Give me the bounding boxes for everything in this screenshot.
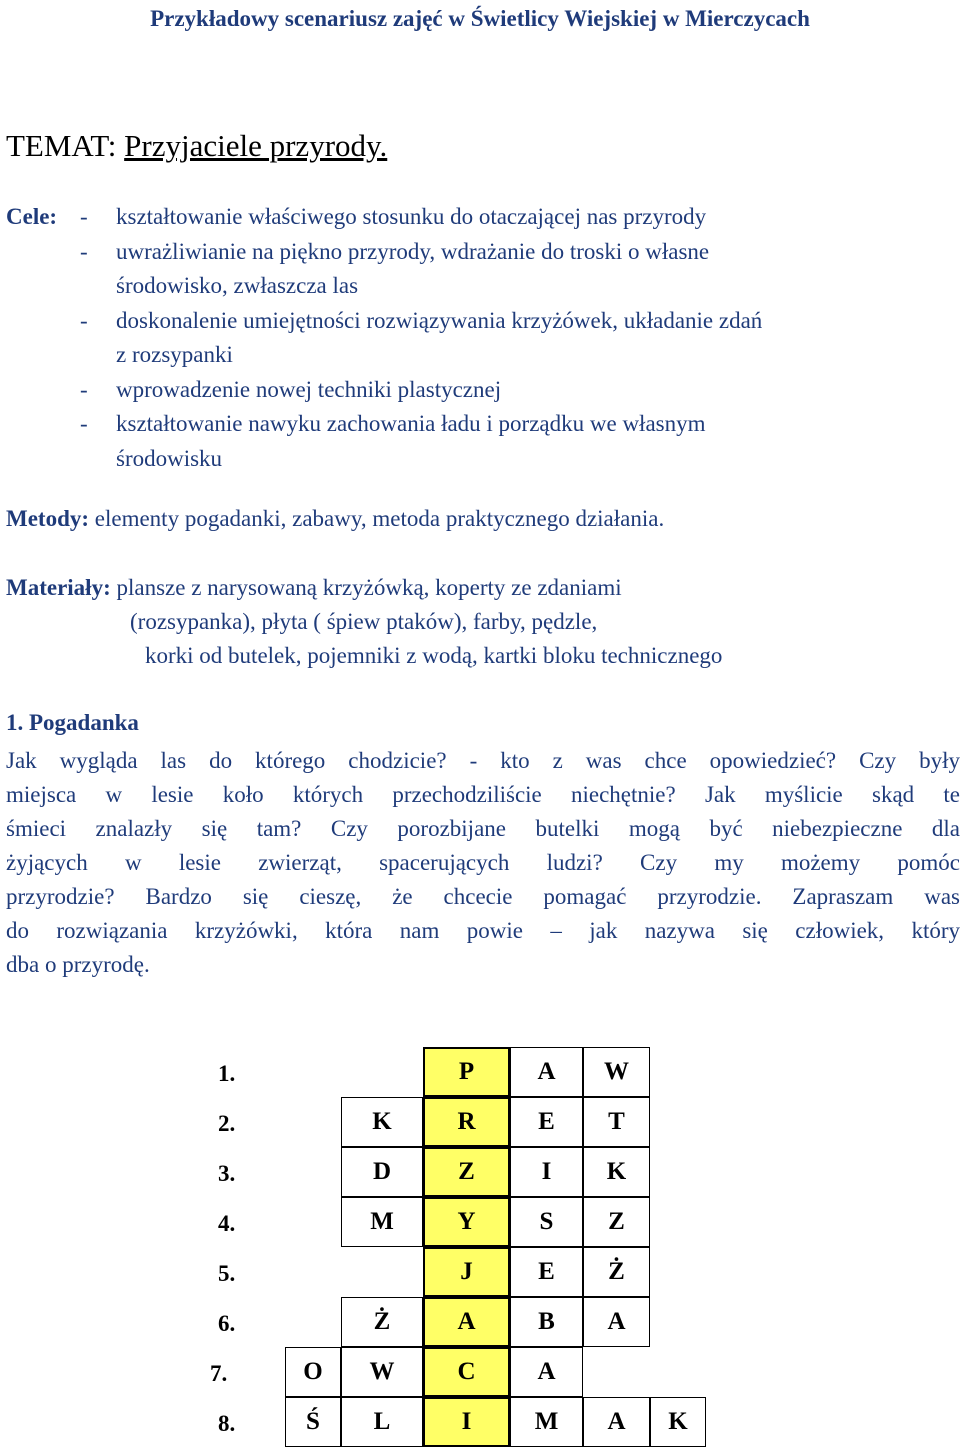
crossword-cell: Ż [583,1247,650,1297]
crossword-row-number: 2. [218,1111,236,1136]
paragraph-line: Jak wygląda las do którego chodzicie? - kto z was chce opowiedzieć? Czy były [6,748,960,773]
crossword-cell: D [341,1147,423,1197]
goal-text: środowisku [116,445,223,471]
crossword-cell: Ż [341,1297,423,1347]
crossword-cell: M [341,1197,423,1247]
crossword-cell: A [583,1397,650,1447]
goal-text: doskonalenie umiejętności rozwiązywania krzyżówek, układanie zdań [116,307,763,333]
section-heading-pogadanka: 1. Pogadanka [6,710,139,735]
methods-text: elementy pogadanki, zabawy, metoda praktycznego działania. [89,506,665,531]
crossword-row-number: 6. [218,1311,236,1336]
crossword-key-cell: R [423,1097,510,1147]
crossword-key-cell: Z [423,1147,510,1197]
temat-line [6,128,387,164]
goal-dash: - [80,376,88,402]
crossword-cell: K [583,1147,650,1197]
paragraph-line: przyrodzie? Bardzo się cieszę, że chcecie pomagać przyrodzie. Zapraszam was [6,884,960,909]
crossword-cell: Z [583,1197,650,1247]
crossword-cell: T [583,1097,650,1147]
goal-text: wprowadzenie nowej techniki plastycznej [116,376,502,402]
goal-text: kształtowanie właściwego stosunku do otaczającej nas przyrody [116,204,707,229]
crossword-row-number: 5. [218,1261,236,1286]
crossword-row-number: 1. [218,1061,236,1086]
crossword-cell: L [341,1397,423,1447]
crossword-cell: B [510,1297,583,1347]
goals-label: Cele: [6,204,58,229]
materials-label: Materiały: [6,575,111,600]
pogadanka-paragraph [6,744,960,982]
materials-text: plansze z narysowaną krzyżówką, koperty ze zdaniami [110,575,622,600]
crossword-cell: K [650,1397,706,1447]
goal-dash: - [80,411,88,436]
goal-dash: - [80,238,88,264]
goal-text: środowisko, zwłaszcza las [116,273,359,298]
crossword-cell: O [285,1347,341,1397]
crossword-row-number: 7. [210,1361,228,1386]
crossword-cell: S [510,1197,583,1247]
goal-dash: - [80,204,88,229]
materials-line [6,575,622,601]
paragraph-line: żyjących w lesie zwierząt, spacerujących ludzi? Czy my możemy pomóc [6,850,960,875]
methods-line [6,506,664,532]
crossword-key-cell: I [423,1397,510,1447]
temat-value: Przyjaciele przyrody. [124,128,388,163]
temat-label: TEMAT: [6,128,125,163]
methods-label: Metody: [6,506,90,531]
document-title: Przykładowy scenariusz zajęć w Świetlicy Wiejskiej w Mierczycach [150,6,810,31]
crossword-key-cell: Y [423,1197,510,1247]
crossword-cell: W [341,1347,423,1397]
goal-text: z rozsypanki [116,342,233,367]
crossword-cell: E [510,1247,583,1297]
crossword-cell: A [510,1047,583,1097]
goal-text: uwrażliwianie na piękno przyrody, wdrażanie do troski o własne [116,238,710,264]
paragraph-line: do rozwiązania krzyżówki, która nam powie – jak nazywa się człowiek, który [6,918,960,943]
crossword-cell: Ś [285,1397,341,1447]
crossword-cell: A [510,1347,583,1397]
crossword-key-cell: A [423,1297,510,1347]
crossword-cell: W [583,1047,650,1097]
paragraph-line: miejsca w lesie koło których przechodziliście niechętnie? Jak myślicie skąd te [6,782,960,807]
paragraph-line: śmieci znalazły się tam? Czy porozbijane butelki mogą być niebezpieczne dla [6,816,960,841]
crossword-row-number: 8. [218,1411,236,1436]
crossword-key-cell: C [423,1347,510,1397]
materials-line: korki od butelek, pojemniki z wodą, kartki bloku technicznego [145,643,723,668]
crossword-cell: I [510,1147,583,1197]
crossword-row-number: 3. [218,1161,236,1186]
crossword-key-cell: P [423,1047,510,1097]
goal-dash: - [80,307,88,333]
crossword-key-cell: J [423,1247,510,1297]
crossword-row-number: 4. [218,1211,236,1236]
materials-line: (rozsypanka), płyta ( śpiew ptaków), farby, pędzle, [130,609,598,634]
crossword-cell: K [341,1097,423,1147]
crossword-cell: E [510,1097,583,1147]
goal-text: kształtowanie nawyku zachowania ładu i porządku we własnym [116,411,706,436]
paragraph-line: dba o przyrodę. [6,952,150,977]
crossword-cell: M [510,1397,583,1447]
crossword-cell: A [583,1297,650,1347]
